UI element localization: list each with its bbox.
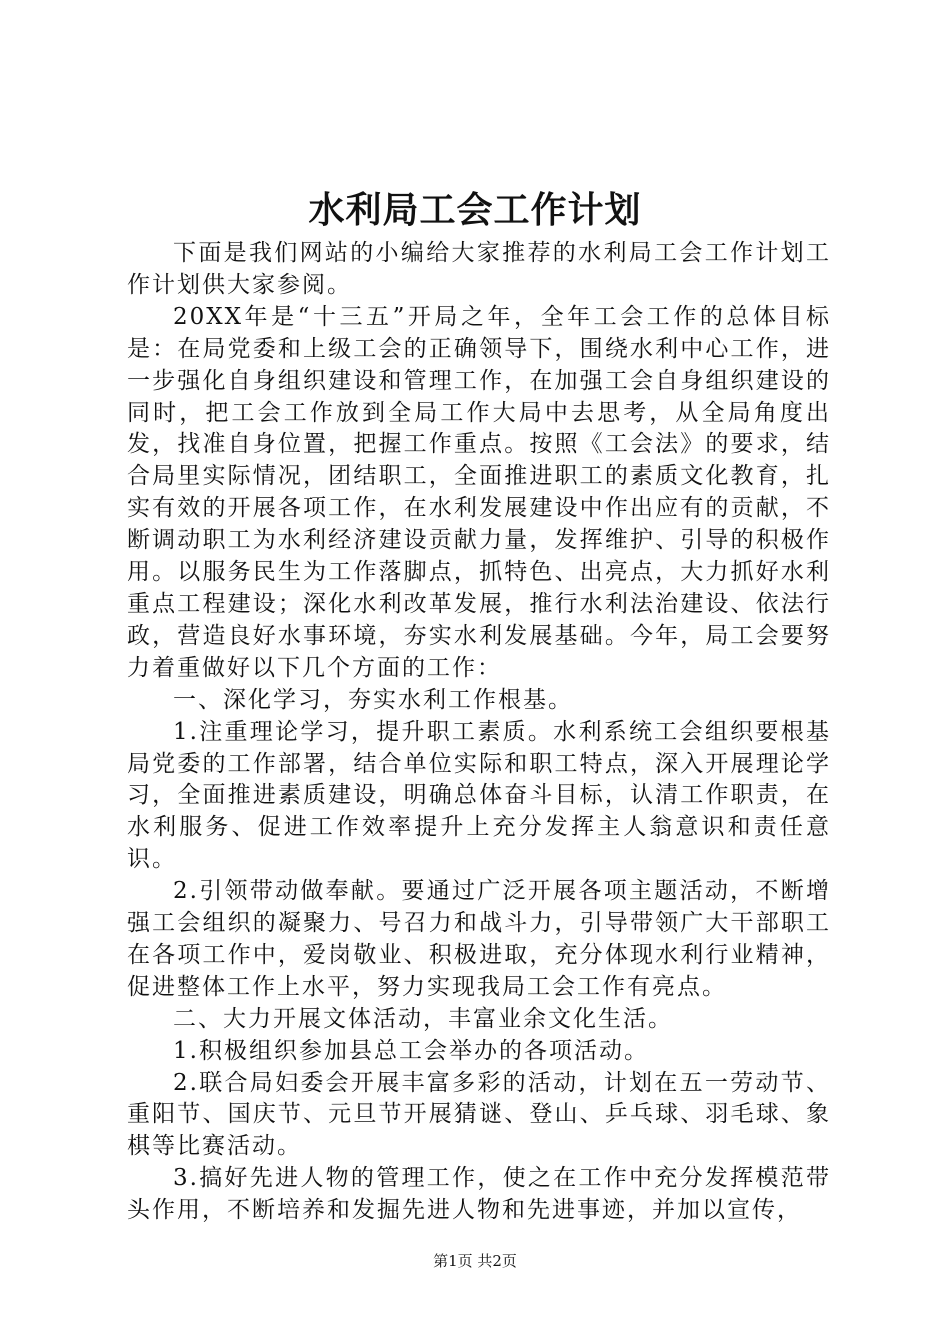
paragraph-overview: 20XX年是“十三五”开局之年，全年工会工作的总体目标是：在局党委和上级工会的正确领导下，围绕水利中心工作，进一步强化自身组织建设和管理工作，在加强工会自身组织建设的同时，把工会工作放到全局工作大局中去思考，从全局角度出发，找准自身位置，把握工作重点。按照《工会法》的要求，结合局里实际情况，团结职工，全面推进职工的素质文化教育，扎实有效的开展各项工作，在水利发展建设中作出应有的贡献，不断调动职工为水利经济建设贡献力量，发挥维护、引导的积极作用。以服务民生为工作落脚点，抓特色、出亮点，大力抓好水利重点工程建设；深化水利改革发展，推行水利法治建设、依法行政，营造良好水事环境，夯实水利发展基础。今年，局工会要努力着重做好以下几个方面的工作： (127, 303, 831, 681)
paragraph-item: 1.积极组织参加县总工会举办的各项活动。 (173, 1037, 649, 1064)
document-body (127, 238, 831, 1227)
paragraph-item: 3.搞好先进人物的管理工作，使之在工作中充分发挥模范带头作用，不断培养和发掘先进人物和先进事迹，并加以宣传， (127, 1165, 831, 1224)
paragraph-item: 2.引领带动做奉献。要通过广泛开展各项主题活动，不断增强工会组织的凝聚力、号召力和战斗力，引导带领广大干部职工在各项工作中，爱岗敬业、积极进取，充分体现水利行业精神，促进整体工作上水平，努力实现我局工会工作有亮点。 (127, 878, 831, 1000)
section-heading-1: 一、深化学习，夯实水利工作根基。 (173, 686, 573, 713)
paragraph-item: 1.注重理论学习，提升职工素质。水利系统工会组织要根基局党委的工作部署，结合单位实际和职工特点，深入开展理论学习，全面推进素质建设，明确总体奋斗目标，认清工作职责，在水利服务、促进工作效率提升上充分发挥主人翁意识和责任意识。 (127, 718, 831, 873)
paragraph-item: 2.联合局妇委会开展丰富多彩的活动，计划在五一劳动节、重阳节、国庆节、元旦节开展猜谜、登山、乒乓球、羽毛球、象棋等比赛活动。 (127, 1069, 831, 1160)
page-footer: 第1页 共2页 (433, 1252, 517, 1270)
section-heading-2: 二、大力开展文体活动，丰富业余文化生活。 (173, 1005, 673, 1032)
document-title: 水利局工会工作计划 (308, 189, 642, 231)
paragraph-intro: 下面是我们网站的小编给大家推荐的水利局工会工作计划工作计划供大家参阅。 (127, 240, 831, 298)
